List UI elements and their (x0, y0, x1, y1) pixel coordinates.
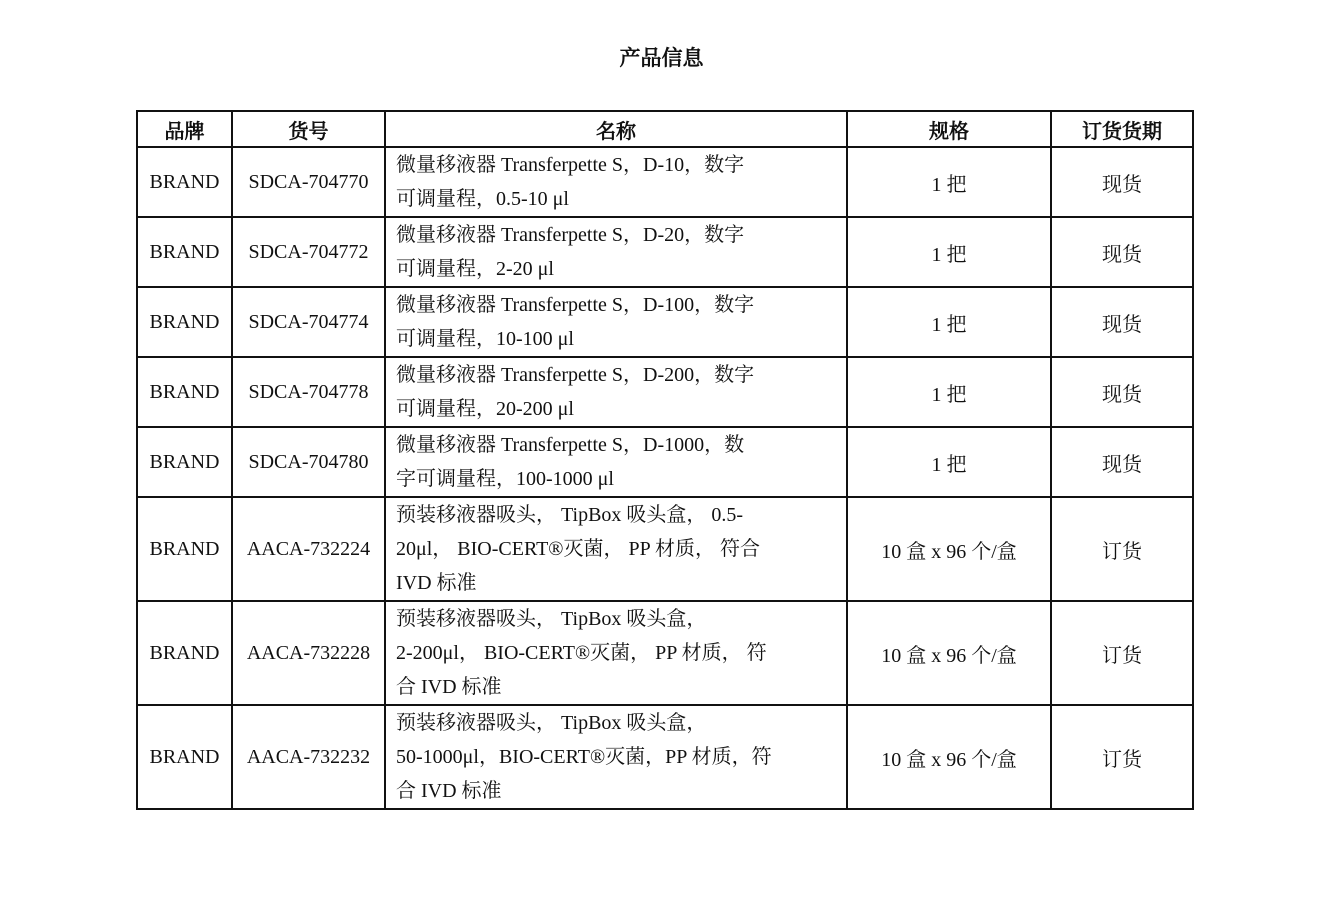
spec-cell: 1 把 (847, 217, 1051, 287)
brand-cell: BRAND (137, 427, 232, 497)
name-cell (385, 357, 847, 427)
spec-cell: 1 把 (847, 427, 1051, 497)
name-line: 20μl， BIO-CERT®灭菌， PP 材质， 符合 (396, 538, 760, 560)
header-spec: 规格 (847, 111, 1051, 147)
table-row (137, 357, 1193, 427)
name-cell (385, 497, 847, 601)
delivery-cell: 订货 (1051, 705, 1193, 809)
brand-cell: BRAND (137, 497, 232, 601)
sku-cell: SDCA-704774 (232, 287, 385, 357)
name-cell (385, 217, 847, 287)
delivery-cell: 现货 (1051, 357, 1193, 427)
delivery-cell: 现货 (1051, 217, 1193, 287)
name-line: 微量移液器 Transferpette S，D-1000，数 (396, 434, 745, 456)
brand-cell: BRAND (137, 287, 232, 357)
name-line: 微量移液器 Transferpette S，D-200，数字 (396, 364, 755, 386)
table-row (137, 217, 1193, 287)
table-row (137, 497, 1193, 601)
name-line: 预装移液器吸头， TipBox 吸头盒， (396, 712, 707, 734)
sku-cell: AACA-732232 (232, 705, 385, 809)
brand-cell: BRAND (137, 705, 232, 809)
header-sku: 货号 (232, 111, 385, 147)
name-line: 合 IVD 标准 (396, 780, 502, 802)
delivery-cell: 现货 (1051, 287, 1193, 357)
header-brand: 品牌 (137, 111, 232, 147)
table-row (137, 601, 1193, 705)
table-header-row (137, 111, 1193, 147)
spec-cell: 10 盒 x 96 个/盒 (847, 497, 1051, 601)
header-name: 名称 (385, 111, 847, 147)
sku-cell: SDCA-704780 (232, 427, 385, 497)
sku-cell: SDCA-704770 (232, 147, 385, 217)
table-row (137, 147, 1193, 217)
delivery-cell: 现货 (1051, 147, 1193, 217)
name-line: 微量移液器 Transferpette S，D-10，数字 (396, 154, 745, 176)
name-cell (385, 147, 847, 217)
name-line: 字可调量程，100-1000 μl (396, 468, 614, 490)
name-line: 2-200μl， BIO-CERT®灭菌， PP 材质， 符 (396, 642, 767, 664)
spec-cell: 1 把 (847, 147, 1051, 217)
sku-cell: SDCA-704772 (232, 217, 385, 287)
table-row (137, 287, 1193, 357)
name-line: 合 IVD 标准 (396, 676, 502, 698)
page-title: 产品信息 (619, 46, 704, 70)
table-row (137, 705, 1193, 809)
product-table (136, 110, 1194, 810)
brand-cell: BRAND (137, 147, 232, 217)
spec-cell: 1 把 (847, 357, 1051, 427)
sku-cell: AACA-732228 (232, 601, 385, 705)
sku-cell: AACA-732224 (232, 497, 385, 601)
name-line: 可调量程，0.5-10 μl (396, 188, 569, 210)
spec-cell: 10 盒 x 96 个/盒 (847, 601, 1051, 705)
delivery-cell: 订货 (1051, 601, 1193, 705)
name-line: 可调量程，2-20 μl (396, 258, 554, 280)
name-line: 预装移液器吸头， TipBox 吸头盒， 0.5- (396, 504, 744, 526)
name-cell (385, 427, 847, 497)
name-line: 可调量程，10-100 μl (396, 328, 574, 350)
table-row (137, 427, 1193, 497)
name-line: 可调量程，20-200 μl (396, 398, 574, 420)
spec-cell: 10 盒 x 96 个/盒 (847, 705, 1051, 809)
delivery-cell: 订货 (1051, 497, 1193, 601)
name-cell (385, 287, 847, 357)
brand-cell: BRAND (137, 601, 232, 705)
name-line: 预装移液器吸头， TipBox 吸头盒， (396, 608, 707, 630)
name-cell (385, 705, 847, 809)
spec-cell: 1 把 (847, 287, 1051, 357)
brand-cell: BRAND (137, 357, 232, 427)
delivery-cell: 现货 (1051, 427, 1193, 497)
name-line: 50-1000μl，BIO-CERT®灭菌，PP 材质，符 (396, 746, 772, 768)
sku-cell: SDCA-704778 (232, 357, 385, 427)
brand-cell: BRAND (137, 217, 232, 287)
header-delivery: 订货货期 (1051, 111, 1193, 147)
name-cell (385, 601, 847, 705)
name-line: 微量移液器 Transferpette S，D-100，数字 (396, 294, 755, 316)
name-line: IVD 标准 (396, 572, 477, 594)
name-line: 微量移液器 Transferpette S，D-20，数字 (396, 224, 745, 246)
